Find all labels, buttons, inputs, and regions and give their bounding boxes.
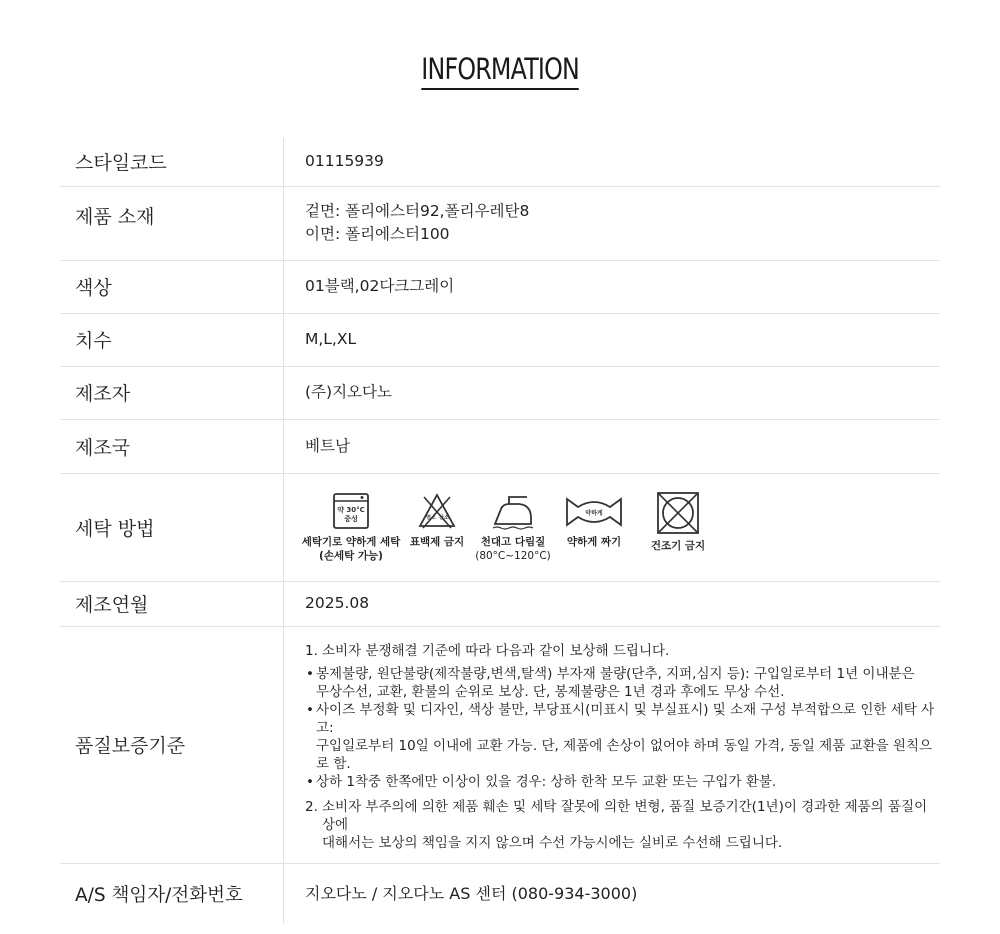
row-quality [60, 626, 940, 863]
value-size: M,L,XL [284, 313, 941, 366]
quality-bullet-3-text: 상하 1착중 한쪽에만 이상이 있을 경우: 상하 한착 모두 교환 또는 구입가 환불. [316, 773, 777, 790]
no-tumble-dry-icon [656, 491, 700, 535]
row-country [60, 419, 940, 473]
care-caption-wash-2: (손세탁 가능) [319, 550, 383, 562]
care-item-wring [555, 491, 633, 549]
value-style-code: 01115939 [284, 138, 941, 186]
bullet-dot: • [306, 773, 314, 790]
quality-text [305, 628, 939, 862]
bullet-dot: • [306, 665, 314, 682]
information-table [60, 138, 940, 924]
quality-num-2: 2. [305, 798, 318, 815]
value-as: 지오다노 / 지오다노 AS 센터 (080-934-3000) [284, 863, 941, 924]
value-maker: (주)지오다노 [284, 366, 941, 419]
label-size: 치수 [60, 313, 284, 366]
quality-num-1: 1. [305, 642, 318, 659]
care-item-wash [299, 491, 403, 563]
wash-temp-text: 약 30°C [337, 506, 365, 514]
care-item-bleach [403, 491, 471, 549]
care-caption-wring: 약하게 짜기 [566, 536, 622, 548]
care-caption-dryer: 건조기 금지 [650, 540, 706, 552]
care-caption-wash-1: 세탁기로 약하게 세탁 [301, 536, 401, 548]
label-as: A/S 책임자/전화번호 [75, 884, 243, 906]
care-caption-iron-2: (80°C~120°C) [475, 550, 551, 562]
row-color [60, 260, 940, 313]
quality-bullet-2a: 사이즈 부정확 및 디자인, 색상 불만, 부당표시(미표시 및 부실표시) 및 소재 구성 부적합으로 인한 세탁 사고: [316, 701, 935, 736]
care-caption-bleach: 표백제 금지 [409, 536, 465, 548]
quality-bullet-1a: 봉제불량, 원단불량(제작불량,변색,탈색) 부자재 불량(단추, 지퍼,심지 등): 구입일로부터 1년 이내분은 [316, 665, 915, 682]
wring-icon [564, 491, 624, 531]
care-item-iron [471, 491, 555, 563]
quality-bullet-1b: 무상수선, 교환, 환불의 순위로 보상. 단, 봉제불량은 1년 경과 후에도 무상 수선. [316, 683, 785, 700]
bleach-oxygen-text: 산소 [439, 515, 449, 521]
label-style-code: 스타일코드 [60, 138, 284, 186]
value-date: 2025.08 [284, 581, 941, 626]
value-quality [284, 626, 941, 863]
value-material [284, 186, 941, 260]
label-country: 제조국 [60, 419, 284, 473]
row-style-code [60, 138, 940, 186]
row-wash [60, 473, 940, 581]
title-container [0, 52, 1000, 90]
wring-gently-text: 약하게 [585, 510, 603, 517]
material-outer: 겉면: 폴리에스터92,폴리우레탄8 [305, 202, 530, 220]
label-color: 색상 [60, 260, 284, 313]
care-caption-iron-1: 천대고 다림질 [480, 536, 546, 548]
care-symbols [299, 491, 939, 563]
value-country: 베트남 [284, 419, 941, 473]
quality-para-1 [305, 642, 939, 660]
label-quality: 품질보증기준 [60, 626, 284, 863]
quality-bullet-2b: 구입일로부터 10일 이내에 교환 가능. 단, 제품에 손상이 없어야 하며 동일 가격, 동일 제품 교환을 원칙으로 함. [316, 737, 933, 772]
care-item-dryer [633, 491, 723, 553]
row-date [60, 581, 940, 626]
page-title: INFORMATION [421, 52, 579, 90]
quality-para-2b: 대해서는 보상의 책임을 지지 않으며 수선 가능시에는 실비로 수선해 드립니다. [322, 834, 783, 851]
row-maker [60, 366, 940, 419]
label-maker: 제조자 [60, 366, 284, 419]
label-wash: 세탁 방법 [60, 473, 284, 581]
row-material [60, 186, 940, 260]
row-size [60, 313, 940, 366]
iron-icon [491, 491, 535, 531]
bullet-dot: • [306, 701, 314, 718]
material-inner: 이면: 폴리에스터100 [305, 225, 450, 243]
quality-para-2 [305, 798, 939, 852]
quality-para-2a: 소비자 부주의에 의한 제품 훼손 및 세탁 잘못에 의한 변형, 품질 보증기간(1년)이 경과한 제품의 품질이상에 [322, 798, 928, 833]
quality-bullet-3 [305, 773, 939, 791]
label-material: 제품 소재 [60, 186, 284, 260]
value-wash [284, 473, 941, 581]
wash-tub-icon [331, 491, 371, 531]
no-bleach-icon [417, 491, 457, 531]
bleach-chlorine-text: 염소 [426, 515, 436, 521]
quality-bullet-2 [305, 701, 939, 773]
label-date: 제조연월 [60, 581, 284, 626]
wash-neutral-text: 중성 [344, 515, 358, 523]
value-color: 01블랙,02다크그레이 [284, 260, 941, 313]
row-as [60, 863, 940, 924]
quality-para-1-text: 소비자 분쟁해결 기준에 따라 다음과 같이 보상해 드립니다. [322, 642, 670, 659]
quality-bullet-1 [305, 665, 939, 701]
